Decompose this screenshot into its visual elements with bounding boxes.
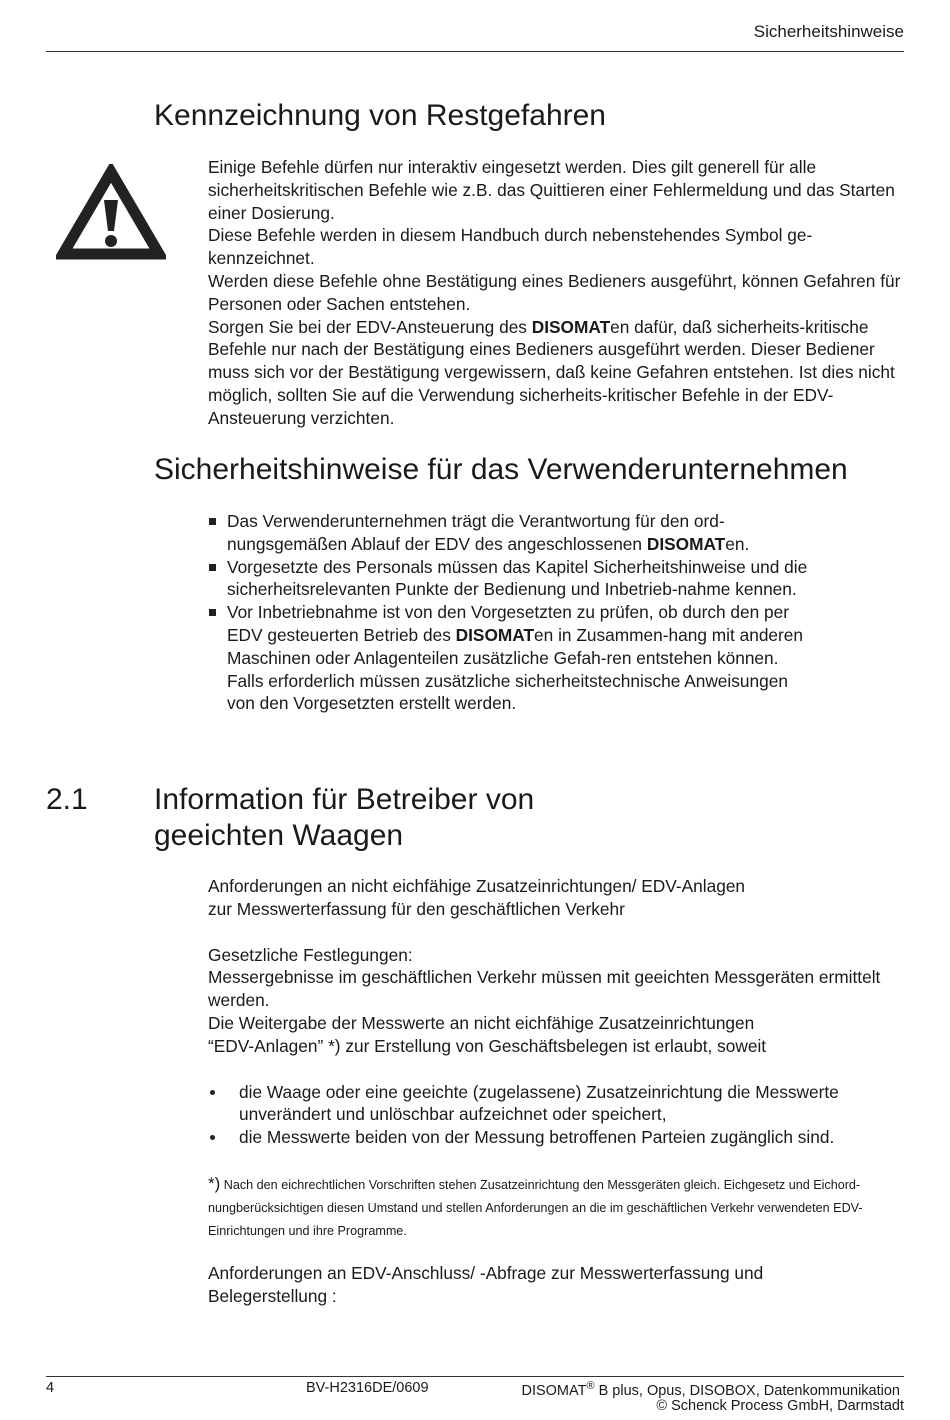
condition-list <box>208 1081 908 1149</box>
list-item: die Waage oder eine geeichte (zugelassene) Zusatzeinrichtung die Messwerte unverändert und unlöschbar aufzeichnet oder speichert, <box>208 1081 908 1127</box>
product-name: DISOMAT <box>455 624 535 645</box>
paragraph: Einige Befehle dürfen nur interaktiv eingesetzt werden. Dies gilt generell für alle sicherheitskritischen Befehle wie z.B. das Quittieren einer Fehlermeldung und das Starten einer Dosierung. <box>208 157 895 223</box>
paragraph: Die Weitergabe der Messwerte an nicht eichfähige Zusatzeinrichtungen “EDV-Anlagen” *) zur Erstellung von Geschäftsbelegen ist erlaubt, soweit <box>208 1012 767 1056</box>
verwender-list <box>208 510 808 715</box>
betreiber-body <box>208 875 908 1149</box>
section-title-restgefahren: Kennzeichnung von Restgefahren <box>154 99 606 132</box>
section-title-betreiber: Information für Betreiber von geeichten Waagen <box>154 783 535 852</box>
final-paragraph: Anforderungen an EDV-Anschluss/ -Abfrage zur Messwerterfassung und Belegerstellung : <box>208 1263 764 1306</box>
running-header: Sicherheitshinweise <box>753 22 904 41</box>
paragraph: Werden diese Befehle ohne Bestätigung eines Bedieners ausgeführt, können Gefahren für Personen oder Sachen entstehen. <box>208 270 901 314</box>
document-id: BV-H2316DE/0609 <box>306 1380 429 1396</box>
footnote-marker: *) <box>208 1174 221 1193</box>
section-number: 2.1 <box>46 783 88 816</box>
square-bullet-icon <box>209 564 216 571</box>
bullet-icon <box>210 1135 215 1140</box>
bullet-icon <box>210 1090 215 1095</box>
section-title-verwenderunternehmen: Sicherheitshinweise für das Verwenderunternehmen <box>154 453 848 486</box>
product-name: DISOMAT <box>531 316 611 337</box>
square-bullet-icon <box>209 518 216 525</box>
page-number: 4 <box>46 1380 55 1396</box>
product-name: DISOMAT <box>646 533 726 554</box>
list-item: Vor Inbetriebnahme ist von den Vorgesetzten zu prüfen, ob durch den per EDV gesteuerten Betrieb des DISOMATen in Zusammen-hang mit anderen Maschinen oder Anlagenteilen zusätzliche Gefah-ren entstehen können. Falls erforderlich müssen zusätzliche sicherheitstechnische Anweisungen von den Vorgesetzten erstellt werden. <box>208 601 808 715</box>
header-rule <box>46 51 904 52</box>
law-heading: Gesetzliche Festlegungen: <box>208 944 413 965</box>
product-line: DISOMAT® B plus, Opus, DISOBOX, Datenkommunikation <box>521 1380 900 1399</box>
footer-rule <box>46 1376 904 1377</box>
intro: Anforderungen an nicht eichfähige Zusatzeinrichtungen/ EDV-Anlagen zur Messwerterfassung für den geschäftlichen Verkehr <box>208 876 746 919</box>
square-bullet-icon <box>209 609 216 616</box>
paragraph: Messergebnisse im geschäftlichen Verkehr müssen mit geeichten Messgeräten ermittelt werden. <box>208 967 881 1011</box>
copyright: © Schenck Process GmbH, Darmstadt <box>656 1398 904 1414</box>
restgefahren-body <box>208 156 908 430</box>
list-item: die Messwerte beiden von der Messung betroffenen Parteien zugänglich sind. <box>208 1126 908 1149</box>
list-item: Das Verwenderunternehmen trägt die Verantwortung für den ord-nungsgemäßen Ablauf der EDV des angeschlossenen DISOMATen. <box>208 510 808 556</box>
warning-triangle-icon <box>56 164 166 267</box>
paragraph: Diese Befehle werden in diesem Handbuch durch nebenstehendes Symbol ge-kennzeichnet. <box>208 225 813 269</box>
list-item: Vorgesetzte des Personals müssen das Kapitel Sicherheitshinweise und die sicherheitsrelevanten Punkte der Bedienung und Inbetrieb-nahme kennen. <box>208 556 808 602</box>
footnote: *) Nach den eichrechtlichen Vorschriften stehen Zusatzeinrichtung den Messgeräten gleich. Eichgesetz und Eichord- nungberücksichtigen diesen Umstand und stellen Anforderungen an die im geschäftlichen Verkehr verwendeten EDV-Einrichtungen und ihre Programme. <box>208 1174 863 1238</box>
paragraph: Sorgen Sie bei der EDV-Ansteuerung des DISOMATen dafür, daß sicherheits-kritische Befehle nur nach der Bestätigung eines Bedieners ausgeführt werden. Dieser Bediener muss sich vor der Bestätigung vergewissern, daß keine Gefahren entstehen. Ist dies nicht möglich, sollten Sie auf die Verwendung sicherheits-kritischer Befehle in der EDV-Ansteuerung verzichten. <box>208 316 895 428</box>
